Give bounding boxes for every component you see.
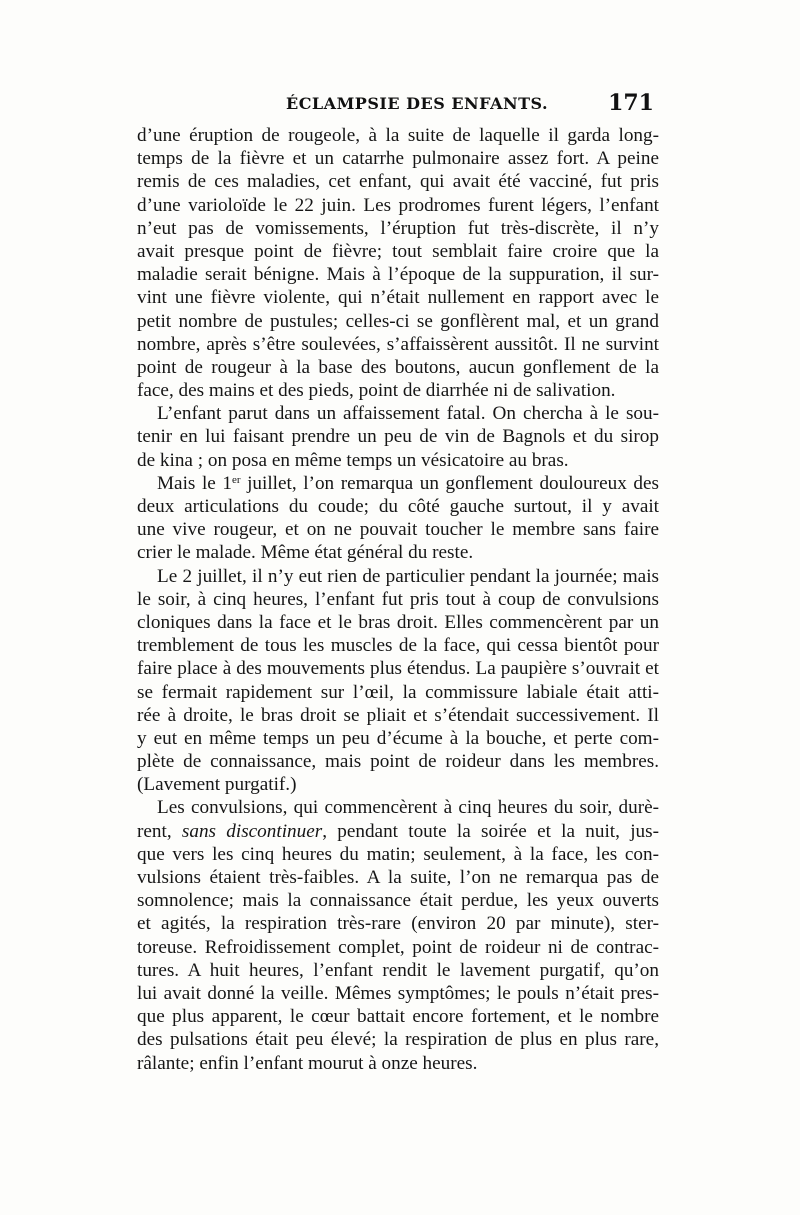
text-line: lui avait donné la veille. Mêmes symptômes; le pouls n’était pres- <box>137 982 659 1004</box>
text-line: que vers les cinq heures du matin; seulement, à la face, les con- <box>137 843 659 865</box>
text-line: tremblement de tous les muscles de la face, qui cessa bientôt pour <box>137 635 659 657</box>
text-line: vulsions étaient très-faibles. A la suite, l’on ne remarqua pas de <box>137 867 659 888</box>
text-line: cloniques dans la face et le bras droit. Elles commencèrent par un <box>137 611 659 633</box>
text-line: tenir en lui faisant prendre un peu de vin de Bagnols et du sirop <box>137 426 659 448</box>
text-line: plète de connaissance, mais point de roideur dans les membres. <box>137 751 659 773</box>
text-line: rée à droite, le bras droit se pliait et s’étendait successivement. Il <box>137 704 659 726</box>
text-line: que plus apparent, le cœur battait encore fortement, et le nombre <box>137 1006 659 1028</box>
text-line: Les convulsions, qui commencèrent à cinq heures du soir, durè- <box>157 797 659 819</box>
page-number: 171 <box>608 90 654 116</box>
paragraph-5 <box>137 796 659 1074</box>
text-line-with-superscript: Mais le 1er juillet, l’on remarqua un gonflement douloureux des <box>157 472 659 494</box>
paragraph-3 <box>137 472 659 565</box>
text-line: avait presque point de fièvre; tout semblait faire croire que la <box>137 240 659 262</box>
text-line: râlante; enfin l’enfant mourut à onze heures. <box>137 1052 478 1074</box>
text-line: crier le malade. Même état général du reste. <box>137 542 474 564</box>
paragraph-4 <box>137 565 659 797</box>
text-line-with-italic: rent, sans discontinuer, pendant toute la soirée et la nuit, jus- <box>137 820 659 842</box>
text-line: maladie serait bénigne. Mais à l’époque de la suppuration, il sur- <box>137 264 659 286</box>
running-title: ÉCLAMPSIE DES ENFANTS. <box>286 94 549 113</box>
text-line: toreuse. Refroidissement complet, point de roideur ni de contrac- <box>137 936 659 958</box>
text-line: L’enfant parut dans un affaissement fatal. On chercha à le sou- <box>157 403 659 425</box>
text-line: (Lavement purgatif.) <box>137 774 297 796</box>
text-line: face, des mains et des pieds, point de diarrhée ni de salivation. <box>137 380 616 402</box>
body-text <box>137 124 659 1075</box>
text-line: se fermait rapidement sur l’œil, la commissure labiale était atti- <box>137 681 659 703</box>
text-line: de kina ; on posa en même temps un vésicatoire au bras. <box>137 449 569 471</box>
text-line: nombre, après s’être soulevées, s’affaissèrent aussitôt. Il ne survint <box>137 333 659 355</box>
text-line: des pulsations était peu élevé; la respiration de plus en plus rare, <box>137 1029 659 1051</box>
text-line: temps de la fièvre et un catarrhe pulmonaire assez fort. A peine <box>137 148 659 170</box>
text-line: tures. A huit heures, l’enfant rendit le lavement purgatif, qu’on <box>137 959 659 981</box>
text-line: Le 2 juillet, il n’y eut rien de particulier pendant la journée; mais <box>157 565 659 587</box>
text-line: petit nombre de pustules; celles-ci se gonflèrent mal, et un grand <box>137 310 659 332</box>
text-line: deux articulations du coude; du côté gauche surtout, il y avait <box>137 496 659 517</box>
text-line: n’eut pas de vomissements, l’éruption fut très-discrète, il n’y <box>137 217 659 239</box>
text-line: une vive rougeur, et on ne pouvait toucher le membre sans faire <box>137 519 659 541</box>
text-line: remis de ces maladies, cet enfant, qui avait été vacciné, fut pris <box>137 171 659 193</box>
text-line: et agités, la respiration très-rare (environ 20 par minute), ster- <box>137 913 659 935</box>
paragraph-2 <box>137 402 659 472</box>
ordinal-superscript: er <box>231 473 241 486</box>
page-header <box>138 90 658 120</box>
text-line: d’une varioloïde le 22 juin. Les prodromes furent légers, l’enfant <box>137 194 659 216</box>
paragraph-1 <box>137 124 659 402</box>
text-line: somnolence; mais la connaissance était perdue, les yeux ouverts <box>137 890 659 912</box>
text-line: y eut en même temps un peu d’écume à la bouche, et perte com- <box>137 727 659 749</box>
text-line: faire place à des mouvements plus étendus. La paupière s’ouvrait et <box>137 658 659 680</box>
text-line: le soir, à cinq heures, l’enfant fut pris tout à coup de convulsions <box>137 588 659 610</box>
text-line: point de rougeur à la base des boutons, aucun gonflement de la <box>137 356 659 378</box>
italic-phrase: sans discontinuer <box>181 820 323 842</box>
text-line: vint une fièvre violente, qui n’était nullement en rapport avec le <box>137 287 659 309</box>
text-line: d’une éruption de rougeole, à la suite de laquelle il garda long- <box>137 125 659 146</box>
